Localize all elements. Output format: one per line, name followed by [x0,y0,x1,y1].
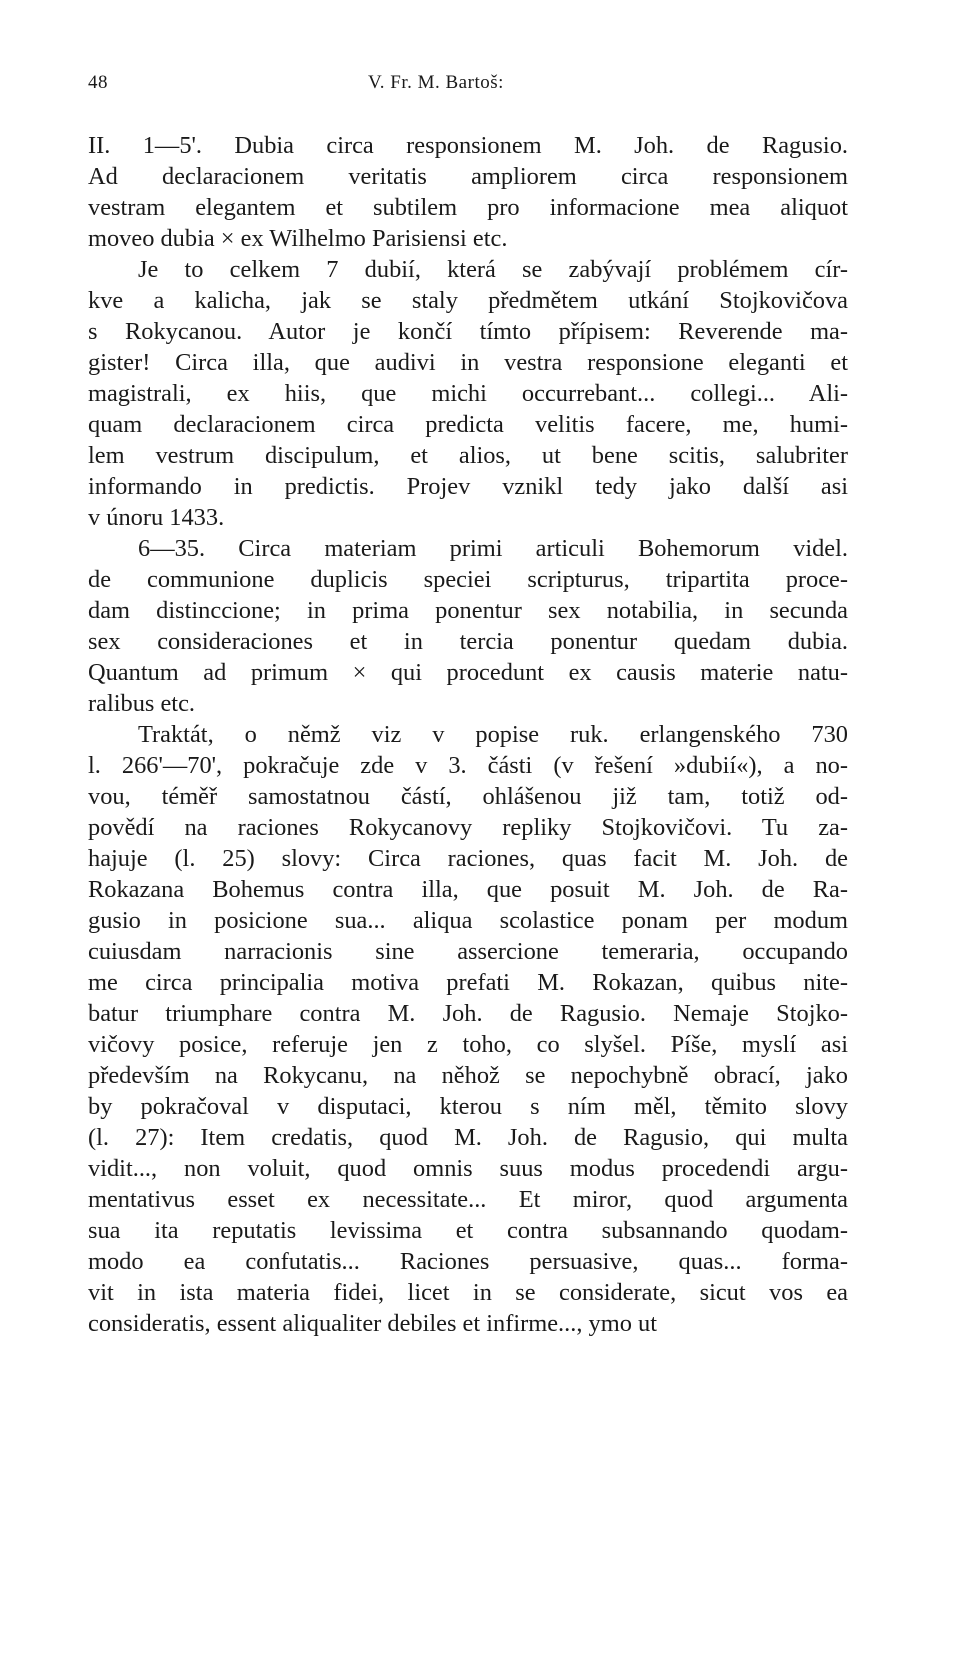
text-line: vestram elegantem et subtilem pro informacione mea aliquot [88,194,848,221]
text-line: quam declaracionem circa predicta velitis facere, me, humi- [88,411,848,438]
paragraph [88,533,848,719]
text-line: ralibus etc. [88,690,196,717]
text-line: povědí na raciones Rokycanovy repliky Stojkovičovi. Tu za- [88,814,848,841]
text-line: informando in predictis. Projev vznikl tedy jako další asi [88,473,848,500]
body-text [88,130,848,1339]
page-number: 48 [88,72,108,93]
text-line: hajuje (l. 25) slovy: Circa raciones, quas facit M. Joh. de [88,845,848,872]
text-line: v únoru 1433. [88,504,225,531]
text-line: II. 1—5'. Dubia circa responsionem M. Joh. de Ragusio. [88,132,848,159]
text-line: moveo dubia × ex Wilhelmo Parisiensi etc. [88,225,508,252]
text-line: modo ea confutatis... Raciones persuasive, quas... forma- [88,1248,848,1275]
text-line: Rokazana Bohemus contra illa, que posuit M. Joh. de Ra- [88,876,848,903]
text-line: Je to celkem 7 dubií, která se zabývají problémem cír- [138,256,848,283]
text-line: batur triumphare contra M. Joh. de Ragusio. Nemaje Stojko- [88,1000,848,1027]
text-line: 6—35. Circa materiam primi articuli Bohemorum videl. [138,535,848,562]
text-line: me circa principalia motiva prefati M. Rokazan, quibus nite- [88,969,848,996]
paragraph [88,254,848,533]
paragraph [88,719,848,1339]
text-line: cuiusdam narracionis sine assercione temeraria, occupando [88,938,848,965]
text-line: (l. 27): Item credatis, quod M. Joh. de Ragusio, qui multa [88,1124,848,1151]
text-line: vidit..., non voluit, quod omnis suus modus procedendi argu- [88,1155,848,1182]
text-line: consideratis, essent aliqualiter debiles et infirme..., ymo ut [88,1310,657,1337]
text-line: lem vestrum discipulum, et alios, ut bene scitis, salubriter [88,442,848,469]
text-line: Traktát, o němž viz v popise ruk. erlangenského 730 [138,721,848,748]
text-line: de communione duplicis speciei scripturus, tripartita proce- [88,566,848,593]
paragraph [88,130,848,254]
text-line: mentativus esset ex necessitate... Et miror, quod argumenta [88,1186,848,1213]
text-line: vit in ista materia fidei, licet in se considerate, sicut vos ea [88,1279,848,1306]
running-title: V. Fr. M. Bartoš: [368,72,504,93]
text-line: vičovy posice, referuje jen z toho, co slyšel. Píše, myslí asi [88,1031,848,1058]
text-line: především na Rokycanu, na něhož se nepochybně obrací, jako [88,1062,848,1089]
text-line: magistrali, ex hiis, que michi occurrebant... collegi... Ali- [88,380,848,407]
running-header [88,60,848,100]
text-line: Ad declaracionem veritatis ampliorem circa responsionem [88,163,848,190]
text-line: sua ita reputatis levissima et contra subsannando quodam- [88,1217,848,1244]
text-line: by pokračoval v disputaci, kterou s ním měl, těmito slovy [88,1093,848,1120]
text-line: dam distinccione; in prima ponentur sex notabilia, in secunda [88,597,848,624]
text-line: Quantum ad primum × qui procedunt ex causis materie natu- [88,659,848,686]
text-line: gusio in posicione sua... aliqua scolastice ponam per modum [88,907,848,934]
text-line: l. 266'—70', pokračuje zde v 3. části (v řešení »dubií«), a no- [88,752,848,779]
document-page [88,60,848,1339]
text-line: kve a kalicha, jak se staly předmětem utkání Stojkovičova [88,287,848,314]
text-line: sex consideraciones et in tercia ponentur quedam dubia. [88,628,848,655]
text-line: s Rokycanou. Autor je končí tímto přípisem: Reverende ma- [88,318,848,345]
text-line: vou, téměř samostatnou částí, ohlášenou již tam, totiž od- [88,783,848,810]
text-line: gister! Circa illa, que audivi in vestra responsione eleganti et [88,349,848,376]
